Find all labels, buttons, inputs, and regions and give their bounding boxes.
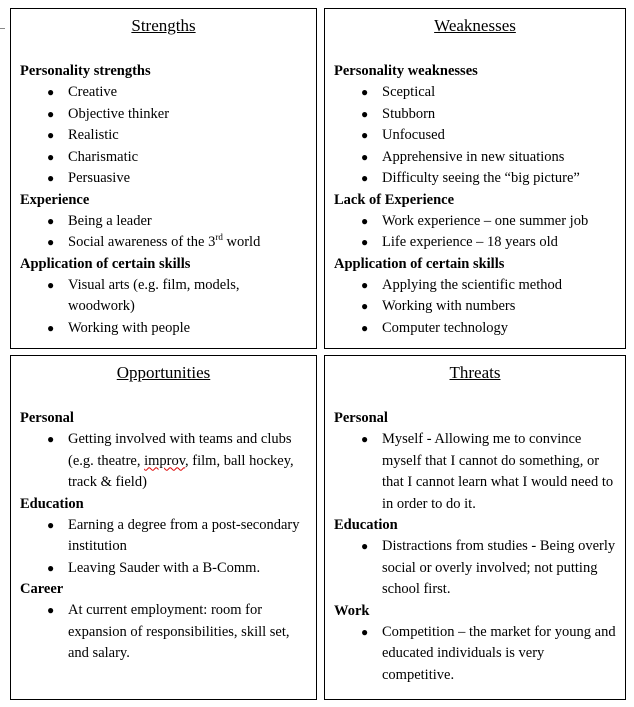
item-text: Leaving Sauder with a B-Comm. <box>68 559 261 576</box>
list-item <box>334 125 617 147</box>
bullet-icon: ● <box>47 171 55 185</box>
bullet-list <box>334 429 617 515</box>
list-item <box>20 558 308 580</box>
bullet-icon: ● <box>361 299 369 313</box>
list-item <box>334 147 617 169</box>
bullet-list <box>334 82 617 190</box>
list-item <box>334 296 617 318</box>
bullet-list <box>334 622 617 687</box>
section-heading: Work <box>334 602 370 619</box>
bullet-icon: ● <box>47 128 55 142</box>
list-item <box>334 232 617 254</box>
item-text: Social awareness of the 3rd world <box>68 232 261 250</box>
section-heading: Education <box>334 517 398 533</box>
list-item <box>334 429 617 515</box>
list-item <box>20 600 308 665</box>
bullet-icon: ● <box>361 235 369 249</box>
item-text: Distractions from studies - Being overly social or overly involved; not putting school first. <box>382 538 616 597</box>
item-text: Computer technology <box>382 319 509 336</box>
item-text: Stubborn <box>382 105 436 122</box>
bullet-icon: ● <box>47 85 55 99</box>
list-item <box>334 104 617 126</box>
item-text: Life experience – 18 years old <box>382 234 558 250</box>
item-text: At current employment: room for expansion of responsibilities, skill set, and salary. <box>68 602 290 661</box>
section-heading: Personal <box>20 410 74 426</box>
weaknesses-quadrant <box>324 8 626 349</box>
bullet-list <box>20 82 308 190</box>
opportunities-title: Opportunities <box>116 363 211 382</box>
item-text: Sceptical <box>382 84 436 100</box>
section-heading: Career <box>20 581 64 597</box>
threats-quadrant <box>324 355 626 700</box>
list-item <box>334 168 617 190</box>
bullet-icon: ● <box>361 624 369 639</box>
item-text: Charismatic <box>68 148 139 165</box>
item-text: Visual arts (e.g. film, models, woodwork) <box>68 276 240 314</box>
item-text: Realistic <box>68 127 119 143</box>
bullet-icon: ● <box>47 603 55 617</box>
section-heading: Personality weaknesses <box>334 63 478 79</box>
bullet-icon: ● <box>361 149 369 164</box>
bullet-icon: ● <box>361 171 369 185</box>
bullet-icon: ● <box>361 432 369 446</box>
section-heading: Experience <box>20 191 90 208</box>
bullet-list <box>334 536 617 601</box>
bullet-list <box>20 600 308 665</box>
bullet-icon: ● <box>47 560 55 575</box>
bullet-icon: ● <box>361 85 369 99</box>
bullet-icon: ● <box>47 517 55 532</box>
bullet-list <box>20 515 308 580</box>
bullet-list <box>20 275 308 340</box>
bullet-icon: ● <box>361 277 369 292</box>
item-text: Competition – the market for young and educated individuals is very competitive. <box>382 623 616 683</box>
item-text: Working with numbers <box>382 298 516 314</box>
list-item <box>20 104 308 126</box>
margin-mark <box>0 28 5 29</box>
list-item <box>20 125 308 147</box>
item-text: Myself - Allowing me to convince myself that I cannot do something, or that I cannot learn what I would need to in order to do it. <box>382 431 614 512</box>
section-heading: Application of certain skills <box>20 255 191 272</box>
bullet-icon: ● <box>361 320 369 335</box>
item-text: Creative <box>68 84 118 100</box>
bullet-list <box>20 211 308 254</box>
item-text: Unfocused <box>382 127 445 143</box>
list-item <box>20 429 308 494</box>
bullet-icon: ● <box>47 320 55 335</box>
list-item <box>20 275 308 318</box>
item-text: Work experience – one summer job <box>382 212 589 229</box>
item-text: Objective thinker <box>68 105 170 122</box>
bullet-icon: ● <box>47 277 55 292</box>
bullet-list <box>334 275 617 340</box>
bullet-list <box>334 211 617 254</box>
item-text: Working with people <box>68 319 191 336</box>
bullet-icon: ● <box>47 213 55 228</box>
bullet-icon: ● <box>47 106 55 121</box>
list-item <box>334 536 617 601</box>
section-heading: Personality strengths <box>20 63 151 79</box>
bullet-icon: ● <box>47 149 55 164</box>
item-text: Earning a degree from a post-secondary institution <box>68 516 300 554</box>
weaknesses-title: Weaknesses <box>434 16 516 35</box>
bullet-icon: ● <box>361 106 369 121</box>
list-item <box>20 168 308 190</box>
section-heading: Education <box>20 495 84 512</box>
item-text: Getting involved with teams and clubs (e.g. theatre, improv, film, ball hockey, track & field) <box>68 431 294 490</box>
bullet-list <box>20 429 308 494</box>
bullet-icon: ● <box>47 235 55 249</box>
item-text: Being a leader <box>68 212 152 229</box>
list-item <box>20 147 308 169</box>
bullet-icon: ● <box>361 539 369 553</box>
bullet-icon: ● <box>47 432 55 446</box>
list-item <box>20 318 308 340</box>
list-item <box>334 622 617 687</box>
item-text: Apprehensive in new situations <box>382 148 565 165</box>
bullet-icon: ● <box>361 213 369 228</box>
strengths-title: Strengths <box>131 16 196 35</box>
item-text: Applying the scientific method <box>382 276 563 293</box>
item-text: Persuasive <box>68 170 131 186</box>
item-text: Difficulty seeing the “big picture” <box>382 170 580 186</box>
list-item <box>334 82 617 104</box>
section-heading: Application of certain skills <box>334 255 505 272</box>
section-heading: Personal <box>334 410 388 426</box>
list-item <box>334 211 617 233</box>
list-item <box>20 515 308 558</box>
list-item <box>20 82 308 104</box>
list-item <box>334 275 617 297</box>
list-item <box>334 318 617 340</box>
section-heading: Lack of Experience <box>334 191 455 208</box>
opportunities-quadrant <box>10 355 317 700</box>
threats-title: Threats <box>449 363 501 382</box>
strengths-quadrant <box>10 8 317 349</box>
list-item <box>20 232 308 254</box>
bullet-icon: ● <box>361 128 369 142</box>
list-item <box>20 211 308 233</box>
